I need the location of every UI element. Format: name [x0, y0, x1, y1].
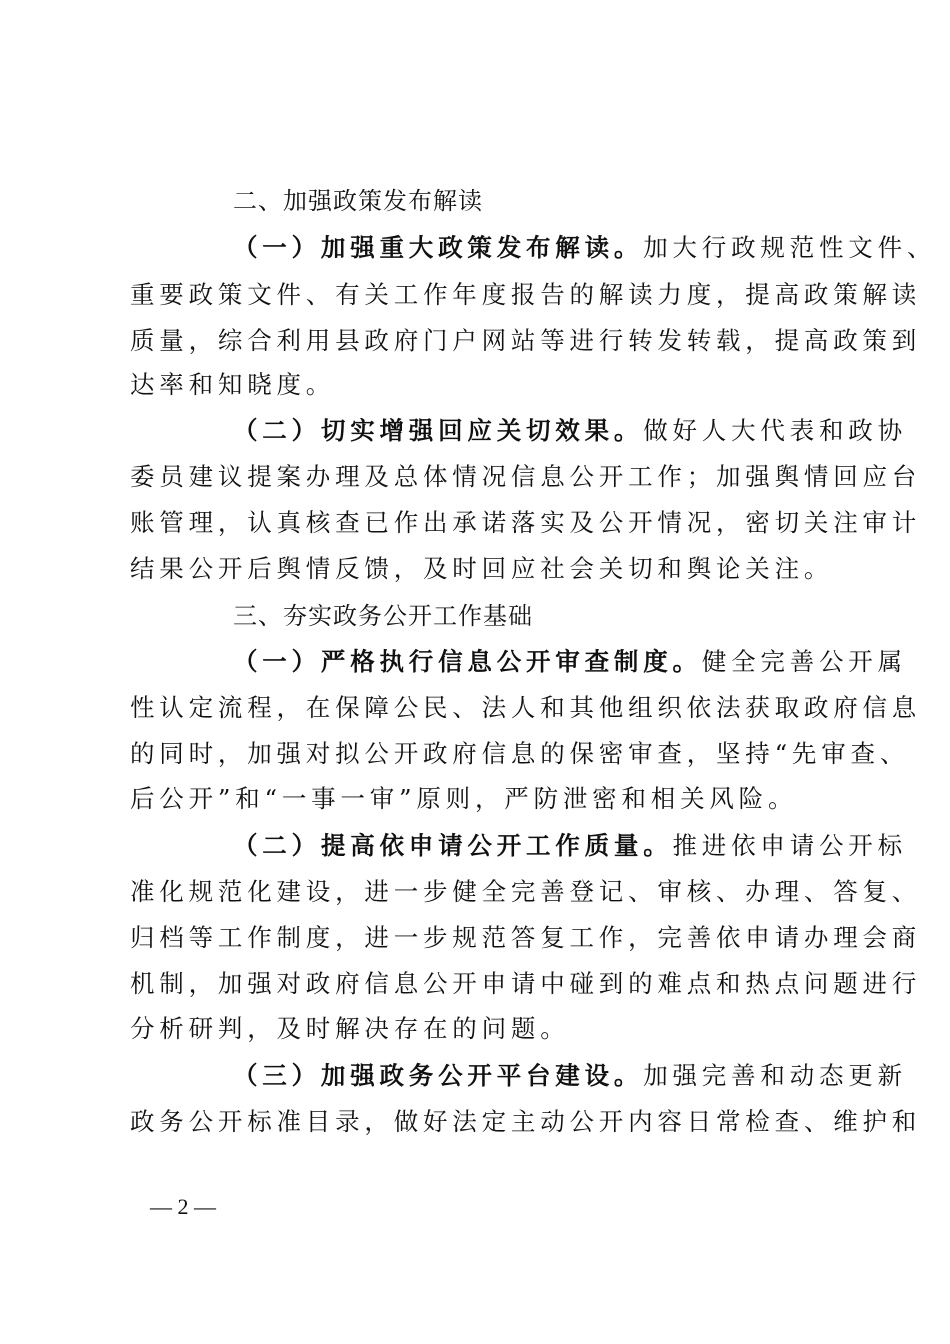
paragraph-line: 准化规范化建设，进一步健全完善登记、审核、办理、答复、 — [130, 877, 922, 906]
paragraph-line — [233, 830, 907, 862]
paragraph-line: 质量，综合利用县政府门户网站等进行转发转载，提高政策到 — [130, 326, 922, 355]
section-heading-2: 二、加强政策发布解读 — [233, 187, 483, 215]
page-number: — 2 — — [150, 1194, 216, 1219]
subheading: （二）提高依申请公开工作质量。 — [233, 831, 673, 860]
paragraph-line: 重要政策文件、有关工作年度报告的解读力度，提高政策解读 — [130, 280, 922, 309]
paragraph-line: 结果公开后舆情反馈，及时回应社会关切和舆论关注。 — [130, 554, 834, 583]
paragraph-line: 达率和知晓度。 — [130, 370, 336, 399]
subheading: （一）严格执行信息公开审查制度。 — [233, 647, 702, 676]
paragraph-line: 性认定流程，在保障公民、法人和其他组织依法获取政府信息 — [130, 693, 922, 722]
paragraph-text: 健全完善公开属 — [701, 647, 907, 676]
paragraph-line: 账管理，认真核查已作出承诺落实及公开情况，密切关注审计 — [130, 508, 922, 537]
paragraph-line: 政务公开标准目录，做好法定主动公开内容日常检查、维护和 — [130, 1107, 922, 1136]
paragraph-line: 分析研判，及时解决存在的问题。 — [130, 1014, 570, 1043]
paragraph-text: 加强完善和动态更新 — [643, 1061, 907, 1090]
paragraph-line: 后公开”和“一事一审”原则，严防泄密和相关风险。 — [130, 784, 798, 813]
subheading: （二）切实增强回应关切效果。 — [233, 416, 644, 445]
paragraph-line: 委员建议提案办理及总体情况信息公开工作；加强舆情回应台 — [130, 462, 922, 491]
subheading: （三）加强政务公开平台建设。 — [233, 1061, 644, 1090]
paragraph-line: 机制，加强对政府信息公开申请中碰到的难点和热点问题进行 — [130, 969, 922, 998]
paragraph-line — [233, 646, 907, 678]
subheading: （一）加强重大政策发布解读。 — [233, 233, 644, 262]
paragraph-text: 加大行政规范性文件、 — [643, 233, 937, 262]
paragraph-line — [233, 232, 936, 264]
paragraph-text: 推进依申请公开标 — [672, 831, 907, 860]
paragraph-line — [233, 1060, 907, 1092]
paragraph-text: 做好人大代表和政协 — [643, 416, 907, 445]
section-heading-3: 三、夯实政务公开工作基础 — [233, 602, 533, 630]
paragraph-line: 归档等工作制度，进一步规范答复工作，完善依申请办理会商 — [130, 923, 922, 952]
paragraph-line: 的同时，加强对拟公开政府信息的保密审查，坚持“先审查、 — [130, 739, 910, 768]
paragraph-line — [233, 415, 907, 447]
